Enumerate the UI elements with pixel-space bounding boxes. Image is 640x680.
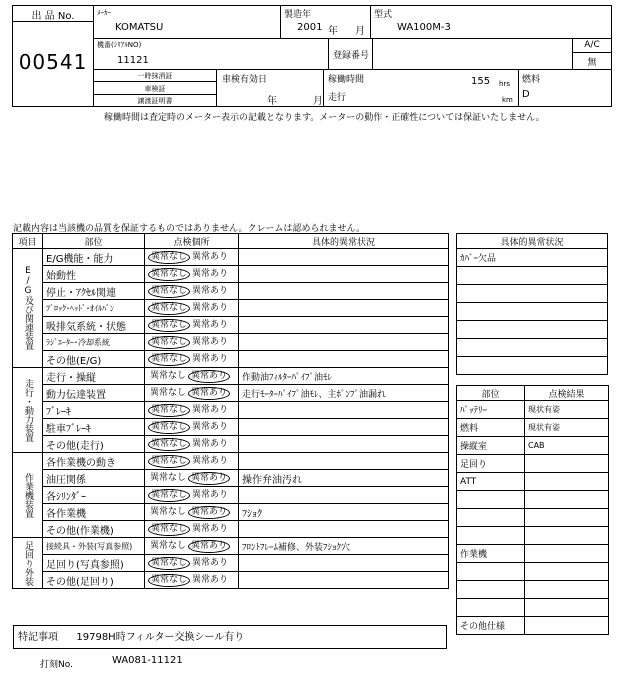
result-table [456, 385, 609, 635]
option-abnormality[interactable]: 異常あり [192, 302, 229, 313]
inspection-row [13, 402, 449, 419]
result-row [457, 473, 609, 491]
result-value: 現状有姿 [525, 419, 609, 437]
row-part: 停止・ｱｸｾﾙ関連 [43, 283, 145, 300]
ac-label: A/C [584, 40, 600, 50]
row-detail [239, 334, 449, 351]
row-detail [239, 351, 449, 368]
fuel-label: 燃料 [522, 75, 541, 85]
option-abnormality[interactable]: 異常あり [188, 540, 230, 553]
option-abnormality[interactable]: 異常あり [192, 336, 229, 347]
serial-value: 11121 [117, 55, 149, 66]
result-part: その他仕様 [457, 617, 525, 635]
section-label-text: 足回り外装 [23, 540, 33, 586]
year-unit: 年 [328, 26, 338, 37]
row-part: ﾌﾞﾛｯｸ･ﾍｯﾄﾞ･ｵｲﾙﾊﾟﾝ [43, 300, 145, 317]
result-value: CAB [525, 437, 609, 455]
row-detail [239, 300, 449, 317]
option-abnormality[interactable]: 異常あり [188, 472, 230, 485]
inspection-row [13, 521, 449, 538]
right-detail-row [457, 321, 608, 339]
maker-value: KOMATSU [115, 22, 164, 33]
result-row [457, 419, 609, 437]
inspection-row [13, 300, 449, 317]
option-abnormality[interactable]: 異常あり [192, 404, 229, 415]
row-part: 動力伝達装置 [43, 385, 145, 402]
row-detail [239, 572, 449, 589]
right-detail-header: 具体的異常状況 [457, 234, 608, 249]
result-part [457, 509, 525, 527]
inspection-row [13, 317, 449, 334]
result-row [457, 455, 609, 473]
row-part: 走行・操縦 [43, 368, 145, 385]
right-detail-cell [457, 285, 608, 303]
option-no-abnormality[interactable]: 異常なし [148, 438, 190, 451]
result-value [525, 563, 609, 581]
row-check [145, 266, 239, 283]
right-detail-cell [457, 321, 608, 339]
row-detail [239, 266, 449, 283]
section-label [13, 368, 43, 453]
result-value [525, 545, 609, 563]
row-check [145, 521, 239, 538]
row-check [145, 283, 239, 300]
inspection-row [13, 453, 449, 470]
option-abnormality[interactable]: 異常あり [192, 489, 229, 500]
result-row [457, 527, 609, 545]
row-part: 油圧関係 [43, 470, 145, 487]
option-no-abnormality[interactable]: 異常なし [148, 285, 190, 298]
result-value [525, 509, 609, 527]
option-no-abnormality[interactable]: 異常なし [148, 421, 190, 434]
result-part: ATT [457, 473, 525, 491]
inspection-row [13, 538, 449, 555]
row-detail: 操作弁油汚れ [239, 470, 449, 487]
result-part: 作業機 [457, 545, 525, 563]
model-value: WA100M-3 [397, 22, 451, 33]
row-part: ﾌﾞﾚｰｷ [43, 402, 145, 419]
inspection-row [13, 470, 449, 487]
right-detail-cell [457, 339, 608, 357]
inspection-table [12, 233, 449, 589]
result-row [457, 401, 609, 419]
result-part [457, 563, 525, 581]
result-value [525, 581, 609, 599]
km-unit: km [502, 96, 513, 104]
option-no-abnormality[interactable]: 異常なし [148, 557, 190, 570]
transfer-cert-label: 譲渡証明書 [137, 97, 173, 105]
result-row [457, 491, 609, 509]
right-detail-row [457, 357, 608, 375]
option-abnormality[interactable]: 異常あり [192, 319, 229, 330]
inspection-row [13, 419, 449, 436]
result-part [457, 527, 525, 545]
remarks-box [13, 625, 447, 649]
row-check [145, 385, 239, 402]
lot-number: 00541 [18, 50, 88, 74]
result-part: 燃料 [457, 419, 525, 437]
right-detail-row [457, 303, 608, 321]
result-value [525, 527, 609, 545]
inspection-row [13, 368, 449, 385]
row-detail [239, 521, 449, 538]
row-detail [239, 453, 449, 470]
row-check [145, 538, 239, 555]
right-detail-row [457, 249, 608, 267]
result-row [457, 509, 609, 527]
option-abnormality[interactable]: 異常あり [188, 387, 230, 400]
result-row [457, 545, 609, 563]
row-part: その他(足回り) [43, 572, 145, 589]
hours-label: 稼働時間 [328, 75, 365, 85]
row-part: その他(E/G) [43, 351, 145, 368]
option-no-abnormality[interactable]: 異常なし [150, 370, 187, 381]
insp-month-unit: 月 [313, 96, 323, 107]
row-detail [239, 436, 449, 453]
option-no-abnormality[interactable]: 異常なし [148, 319, 190, 332]
row-detail: 作動油ﾌｨﾙﾀｰﾊﾟｲﾌﾟ油ﾓﾚ [239, 368, 449, 385]
result-row [457, 563, 609, 581]
row-check [145, 317, 239, 334]
col-part: 部位 [43, 234, 145, 249]
maker-label: ﾒｰｶｰ [97, 9, 111, 17]
row-detail: ﾌｼｮｸ [239, 504, 449, 521]
row-detail [239, 487, 449, 504]
inspection-row [13, 334, 449, 351]
section-label [13, 249, 43, 368]
option-abnormality[interactable]: 異常あり [192, 574, 229, 585]
ac-value: 無 [587, 58, 597, 68]
option-abnormality[interactable]: 異常あり [192, 421, 229, 432]
result-row [457, 437, 609, 455]
right-detail-cell [457, 303, 608, 321]
section-label [13, 453, 43, 538]
result-row [457, 617, 609, 635]
option-abnormality[interactable]: 異常あり [192, 285, 229, 296]
row-part: その他(作業機) [43, 521, 145, 538]
option-abnormality[interactable]: 異常あり [192, 438, 229, 449]
row-part: E/G機能・能力 [43, 249, 145, 266]
row-detail [239, 283, 449, 300]
result-value [525, 473, 609, 491]
result-value [525, 491, 609, 509]
option-no-abnormality[interactable]: 異常なし [148, 353, 190, 366]
right-detail-cell [457, 357, 608, 375]
inspection-row [13, 555, 449, 572]
inspection-row [13, 436, 449, 453]
result-value: 現状有姿 [525, 401, 609, 419]
row-detail: ﾌﾛﾝﾄﾌﾚｰﾑ補修、外装ﾌｼｮｸ穴 [239, 538, 449, 555]
section-label-text: 作業機装置 [23, 472, 33, 518]
temp-permit-label: 一時抹消証 [137, 72, 173, 80]
result-value [525, 617, 609, 635]
row-detail [239, 402, 449, 419]
option-abnormality[interactable]: 異常あり [192, 251, 229, 262]
fuel-value: D [522, 89, 530, 100]
insp-year-unit: 年 [267, 96, 277, 107]
row-part: 各ｼﾘﾝﾀﾞｰ [43, 487, 145, 504]
year-value: 2001 [297, 22, 323, 33]
section-label [13, 538, 43, 589]
reg-label: 登録番号 [333, 51, 370, 61]
row-check [145, 436, 239, 453]
col-detail: 具体的異常状況 [239, 234, 449, 249]
result-part: 足回り [457, 455, 525, 473]
result-row [457, 599, 609, 617]
row-detail [239, 555, 449, 572]
model-label: 型式 [374, 10, 393, 20]
result-col-result: 点検結果 [525, 386, 609, 401]
inspection-row [13, 487, 449, 504]
remarks-text: 19798H時フィルター交換シール有り [76, 632, 245, 643]
row-part: 足回り(写真参照) [43, 555, 145, 572]
section-label-text: E/G及び関連装置 [23, 266, 33, 350]
inspection-row [13, 283, 449, 300]
option-abnormality[interactable]: 異常あり [192, 557, 229, 568]
serial-label: 機番(ｼﾘｱﾙNO) [97, 41, 142, 49]
option-no-abnormality[interactable]: 異常なし [148, 523, 190, 536]
col-check: 点検個所 [145, 234, 239, 249]
inspection-label: 車検有効日 [222, 75, 268, 85]
inspection-row [13, 504, 449, 521]
right-detail-cell: ｶﾊﾞｰ欠品 [457, 249, 608, 267]
option-abnormality[interactable]: 異常あり [192, 523, 229, 534]
row-check [145, 487, 239, 504]
month-unit: 月 [355, 26, 365, 37]
inspection-row [13, 351, 449, 368]
result-part [457, 599, 525, 617]
row-part: ﾗｼﾞｴｰﾀｰ･冷却系統 [43, 334, 145, 351]
option-no-abnormality[interactable]: 異常なし [150, 540, 187, 551]
right-detail-row [457, 267, 608, 285]
result-part: 操縦室 [457, 437, 525, 455]
stamp-value: WA081-11121 [112, 655, 183, 666]
hours-value: 155 [471, 76, 491, 87]
stamp-label: 打刻No. [40, 660, 73, 670]
row-check [145, 453, 239, 470]
col-category: 項目 [13, 234, 43, 249]
row-check [145, 572, 239, 589]
row-detail [239, 249, 449, 266]
option-no-abnormality[interactable]: 異常なし [148, 251, 190, 264]
hours-unit: hrs [499, 80, 510, 88]
row-check [145, 249, 239, 266]
row-part: 吸排気系統・状態 [43, 317, 145, 334]
row-detail [239, 317, 449, 334]
option-no-abnormality[interactable]: 異常なし [148, 574, 190, 587]
right-detail-row [457, 339, 608, 357]
row-check [145, 300, 239, 317]
disclaimer: 記載内容は当該機の品質を保証するものではありません。クレームは認められません。 [13, 224, 366, 234]
result-row [457, 581, 609, 599]
hours-note: 稼働時間は査定時のメーター表示の記載となります。メーターの動作・正確性については保証いたしません。 [104, 113, 545, 123]
option-no-abnormality[interactable]: 異常なし [148, 404, 190, 417]
year-label: 製造年 [284, 10, 312, 20]
row-part: 各作業機 [43, 504, 145, 521]
option-no-abnormality[interactable]: 異常なし [148, 336, 190, 349]
option-no-abnormality[interactable]: 異常なし [150, 506, 187, 517]
section-label-text: 走行・動力装置 [23, 378, 33, 442]
lot-label: 出 品 No. [31, 11, 75, 22]
option-abnormality[interactable]: 異常あり [192, 353, 229, 364]
row-part: 始動性 [43, 266, 145, 283]
row-part: 駐車ﾌﾞﾚｰｷ [43, 419, 145, 436]
option-abnormality[interactable]: 異常あり [192, 455, 229, 466]
row-check [145, 470, 239, 487]
option-no-abnormality[interactable]: 異常なし [148, 489, 190, 502]
row-detail: 走行ﾓｰﾀｰﾊﾟｲﾌﾟ油ﾓﾚ、主ﾎﾟﾝﾌﾟ油漏れ [239, 385, 449, 402]
row-check [145, 504, 239, 521]
result-part: ﾊﾞｯﾃﾘｰ [457, 401, 525, 419]
row-check [145, 555, 239, 572]
right-detail-table [456, 233, 608, 375]
inspection-row [13, 385, 449, 402]
row-detail [239, 419, 449, 436]
inspection-row [13, 266, 449, 283]
option-no-abnormality[interactable]: 異常なし [148, 455, 190, 468]
right-detail-cell [457, 267, 608, 285]
inspection-row [13, 572, 449, 589]
row-check [145, 351, 239, 368]
option-no-abnormality[interactable]: 異常なし [150, 387, 187, 398]
option-no-abnormality[interactable]: 異常なし [150, 472, 187, 483]
inspection-row [13, 249, 449, 266]
result-col-part: 部位 [457, 386, 525, 401]
row-check [145, 402, 239, 419]
row-check [145, 419, 239, 436]
option-no-abnormality[interactable]: 異常なし [148, 302, 190, 315]
remarks-label: 特記事項 [18, 632, 58, 643]
row-part: その他(走行) [43, 436, 145, 453]
result-part [457, 581, 525, 599]
vehicle-cert-label: 車検証 [144, 85, 166, 93]
row-part: 各作業機の動き [43, 453, 145, 470]
result-value [525, 455, 609, 473]
option-no-abnormality[interactable]: 異常なし [148, 268, 190, 281]
option-abnormality[interactable]: 異常あり [192, 268, 229, 279]
result-part [457, 491, 525, 509]
result-value [525, 599, 609, 617]
option-abnormality[interactable]: 異常あり [188, 506, 230, 519]
row-part: 接続具・外装(写真参照) [43, 538, 145, 555]
option-abnormality[interactable]: 異常あり [188, 370, 230, 383]
row-check [145, 368, 239, 385]
travel-label: 走行 [328, 93, 347, 103]
row-check [145, 334, 239, 351]
right-detail-row [457, 285, 608, 303]
